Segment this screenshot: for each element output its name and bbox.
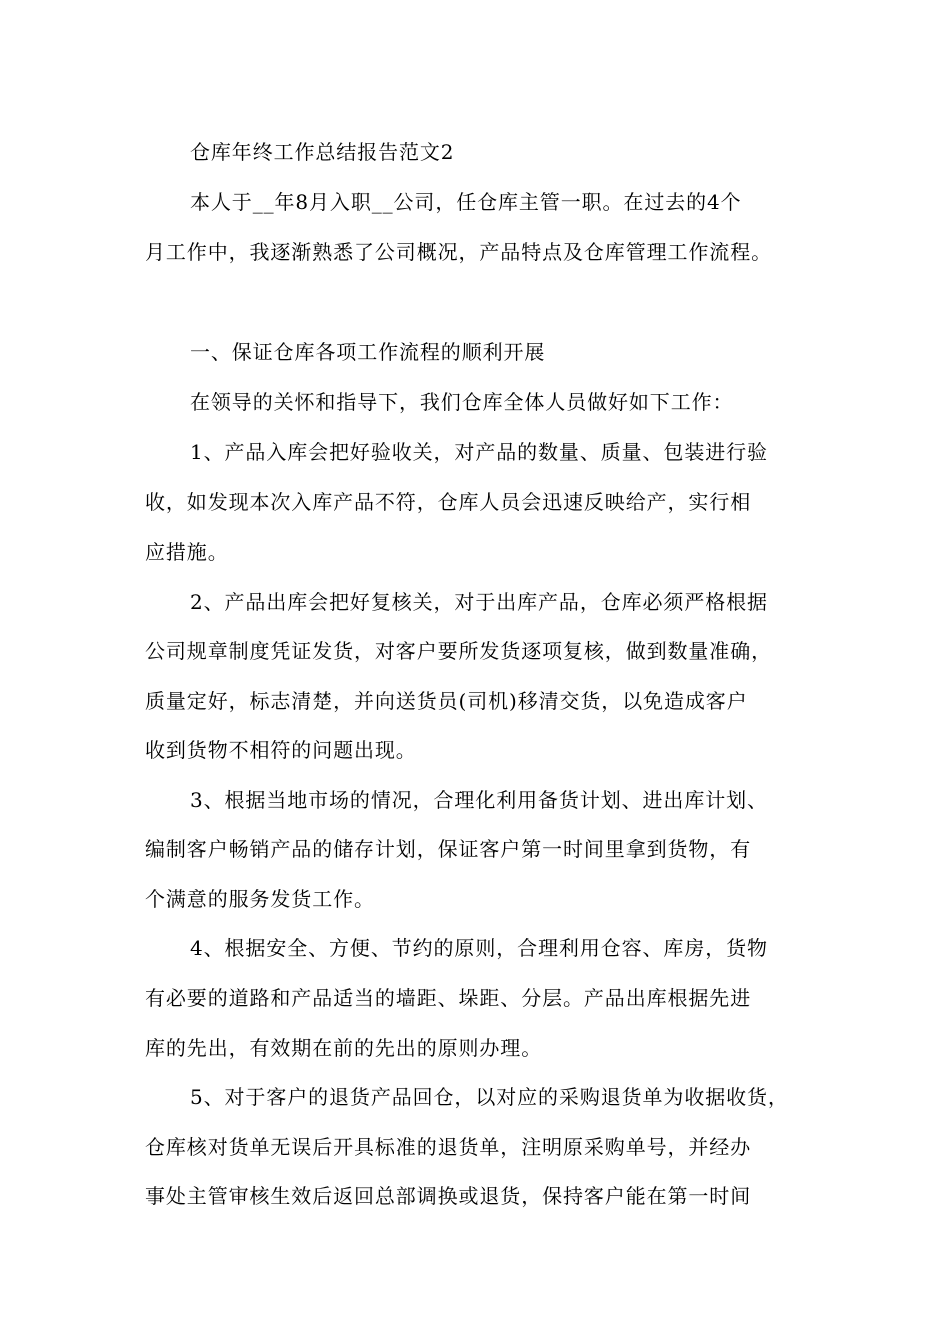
section-heading: 一、保证仓库各项工作流程的顺利开展 xyxy=(190,340,546,364)
item-4-line-3: 库的先出，有效期在前的先出的原则办理。 xyxy=(145,1036,543,1060)
item-4-line-2: 有必要的道路和产品适当的墙距、垛距、分层。产品出库根据先进 xyxy=(145,986,752,1010)
item-5-line-1: 5、对于客户的退货产品回仓，以对应的采购退货单为收据收货， xyxy=(190,1085,789,1109)
intro-line-2: 月工作中，我逐渐熟悉了公司概况，产品特点及仓库管理工作流程。 xyxy=(145,240,772,264)
item-2-line-3: 质量定好，标志清楚，并向送货员(司机)移清交货，以免造成客户 xyxy=(145,689,748,713)
document-title: 仓库年终工作总结报告范文2 xyxy=(190,140,455,164)
item-3-line-1: 3、根据当地市场的情况，合理化利用备货计划、进出库计划、 xyxy=(190,788,768,812)
item-1-line-3: 应措施。 xyxy=(145,540,229,564)
item-3-line-3: 个满意的服务发货工作。 xyxy=(145,887,375,911)
item-5-line-2: 仓库核对货单无误后开具标准的退货单，注明原采购单号，并经办 xyxy=(145,1135,752,1159)
item-2-line-1: 2、产品出库会把好复核关，对于出库产品，仓库必须严格根据 xyxy=(190,590,768,614)
item-4-line-1: 4、根据安全、方便、节约的原则，合理利用仓容、库房，货物 xyxy=(190,936,768,960)
item-2-line-2: 公司规章制度凭证发货，对客户要所发货逐项复核，做到数量准确， xyxy=(145,639,772,663)
item-3-line-2: 编制客户畅销产品的储存计划，保证客户第一时间里拿到货物，有 xyxy=(145,837,752,861)
item-1-line-1: 1、产品入库会把好验收关，对产品的数量、质量、包装进行验 xyxy=(190,440,768,464)
item-1-line-2: 收，如发现本次入库产品不符，仓库人员会迅速反映给产，实行相 xyxy=(145,490,752,514)
intro-line-1: 本人于__年8月入职__公司，任仓库主管一职。在过去的4个 xyxy=(190,190,742,214)
section-lead: 在领导的关怀和指导下，我们仓库全体人员做好如下工作： xyxy=(190,390,734,414)
item-2-line-4: 收到货物不相符的问题出现。 xyxy=(145,738,417,762)
item-5-line-3: 事处主管审核生效后返回总部调换或退货，保持客户能在第一时间 xyxy=(145,1184,752,1208)
